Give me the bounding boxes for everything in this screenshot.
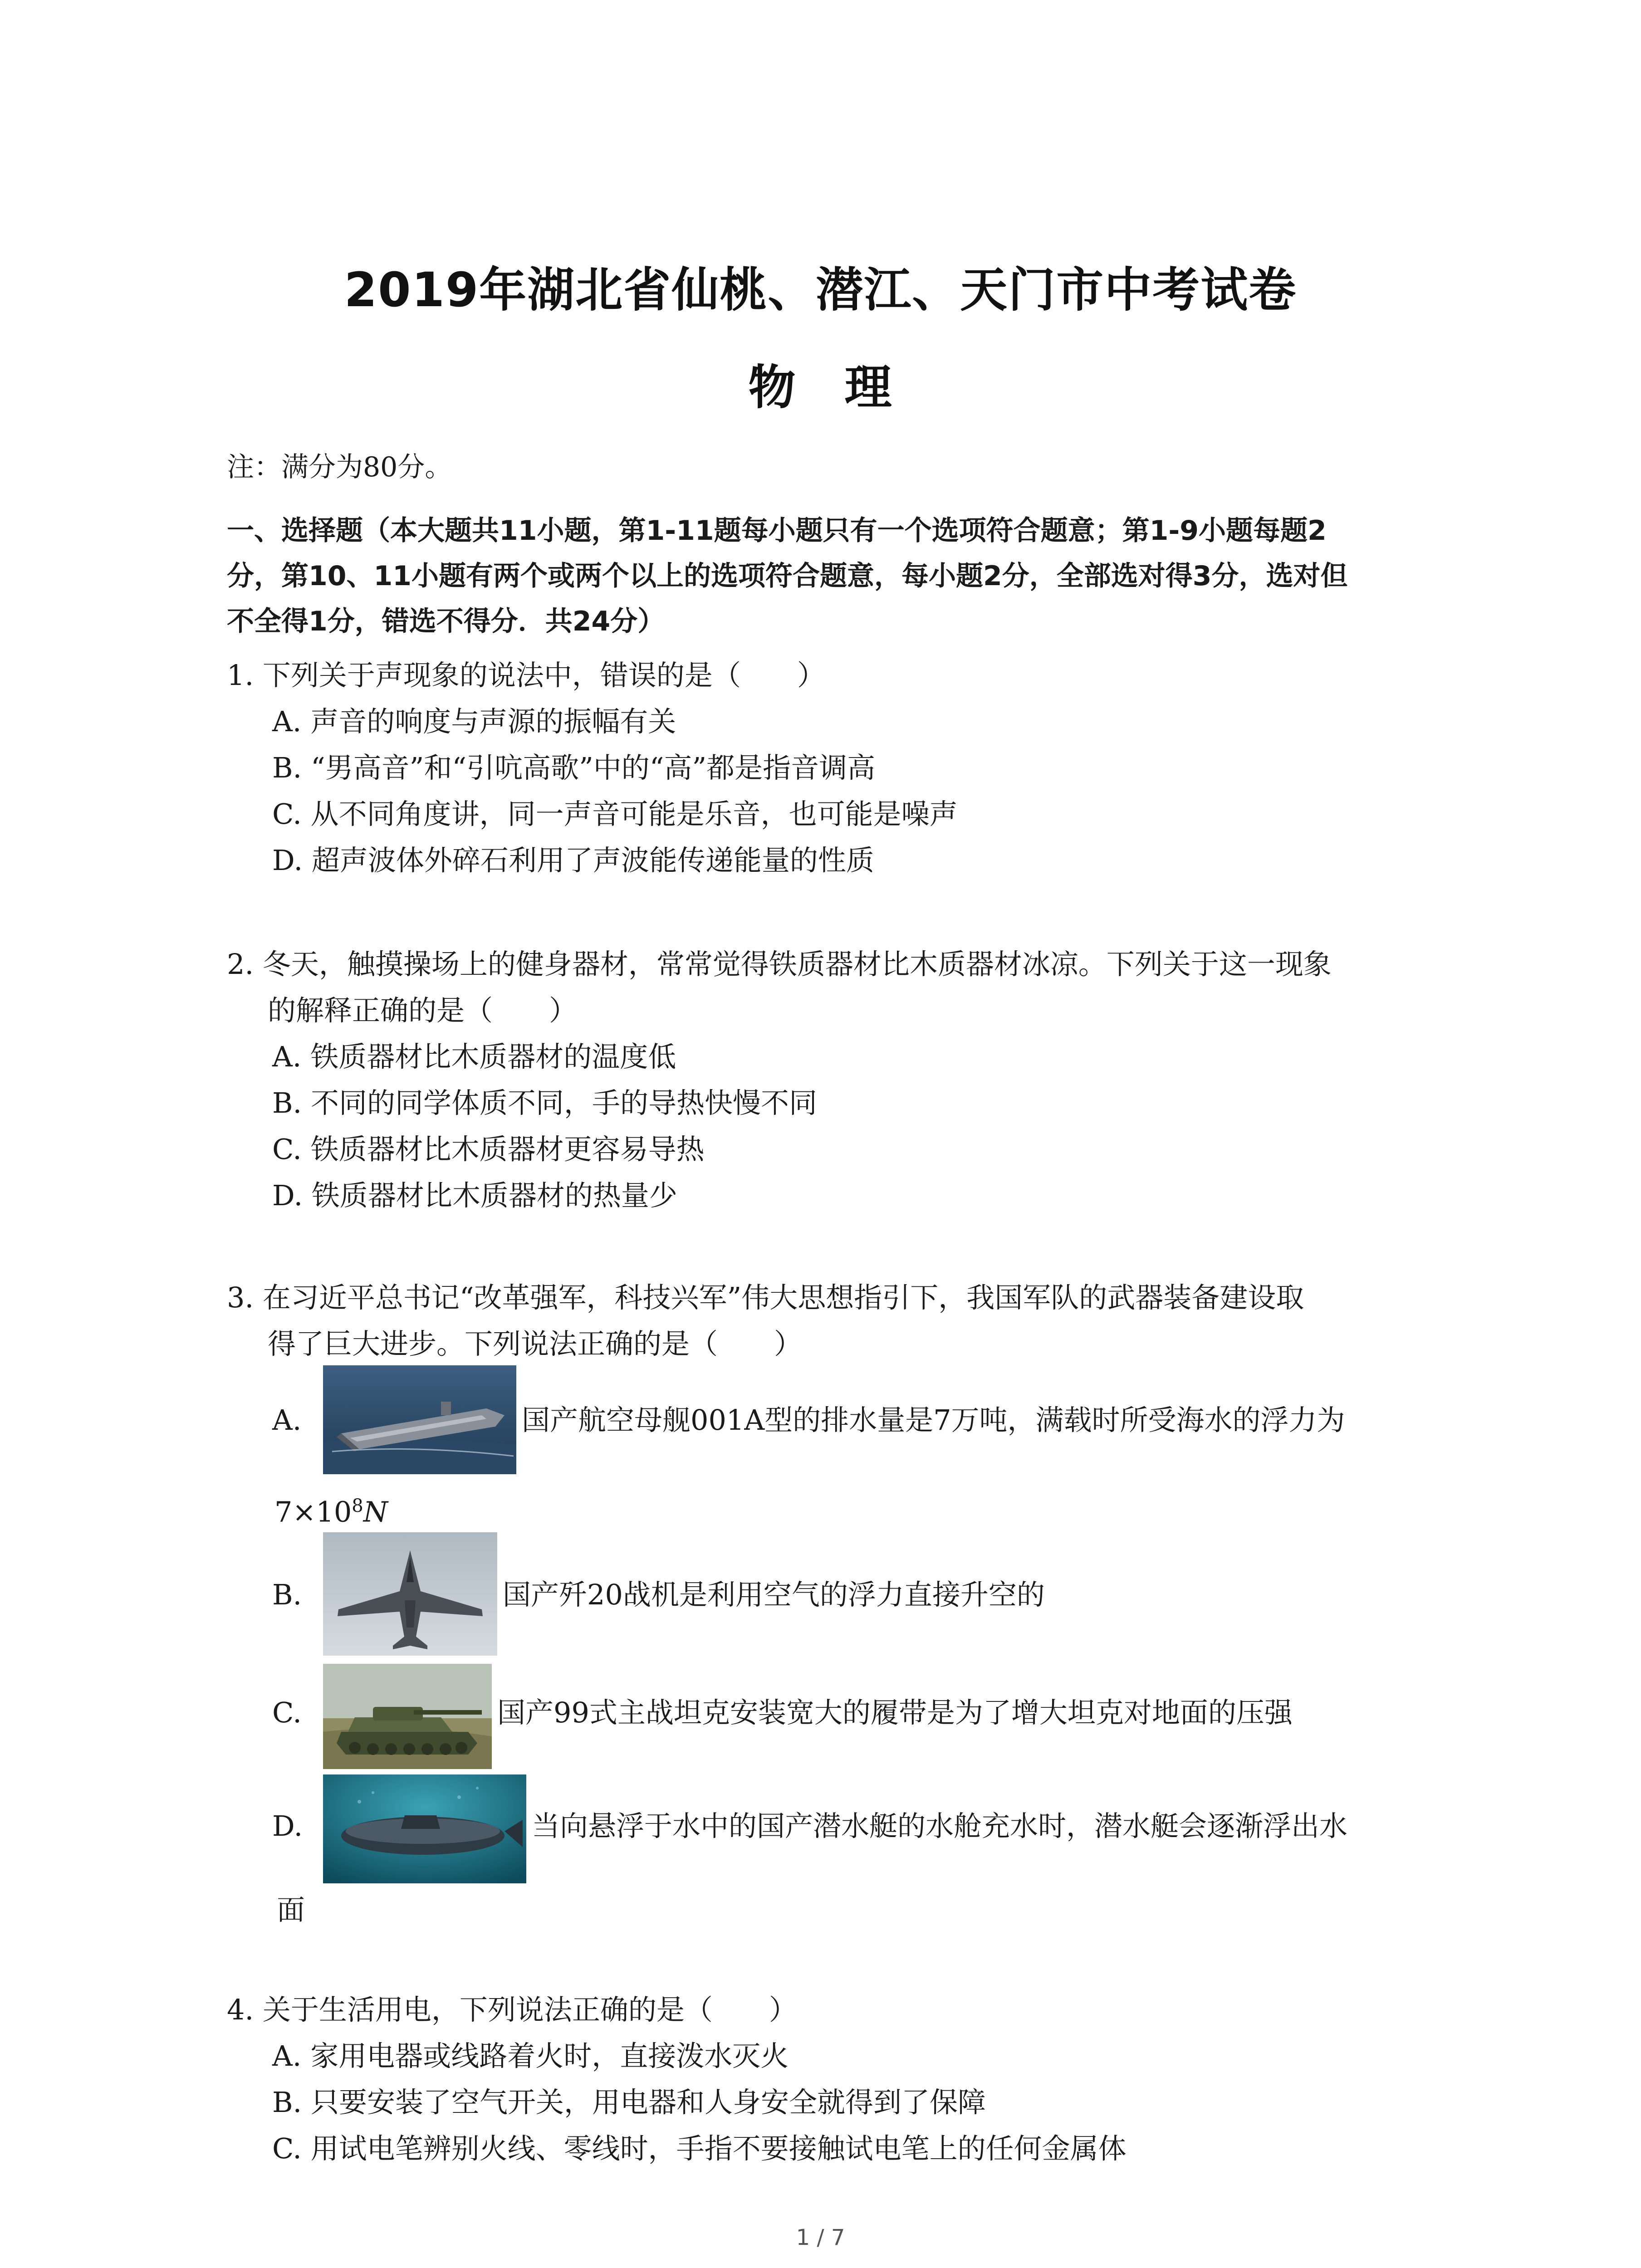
question-3-option-d-letter: D. — [272, 1809, 303, 1843]
section-heading-line-3: 不全得1分，错选不得分．共24分） — [227, 606, 665, 637]
question-3-stem-line-1: 3. 在习近平总书记“改革强军，科技兴军”伟大思想指引下，我国军队的武器装备建设取 — [227, 1281, 1304, 1314]
question-1-stem: 1. 下列关于声现象的说法中，错误的是（ ） — [227, 659, 825, 692]
section-heading-line-1: 一、选择题（本大题共11小题，第1-11题每小题只有一个选项符合题意；第1-9小题每题2 — [227, 515, 1327, 547]
question-2-stem-line-2: 的解释正确的是（ ） — [268, 994, 578, 1027]
question-4-option-c: C. 用试电笔辨别火线、零线时，手指不要接触试电笔上的任何金属体 — [272, 2132, 1127, 2165]
exam-title: 2019年湖北省仙桃、潜江、天门市中考试卷 — [344, 262, 1297, 318]
fighter-jet-image — [323, 1532, 497, 1656]
aircraft-carrier-image — [323, 1365, 516, 1474]
question-2-option-d: D. 铁质器材比木质器材的热量少 — [272, 1179, 677, 1212]
page-number: 1 / 7 — [796, 2225, 845, 2250]
question-1-option-d: D. 超声波体外碎石利用了声波能传递能量的性质 — [272, 844, 874, 877]
submarine-image — [323, 1774, 526, 1883]
question-2-option-a: A. 铁质器材比木质器材的温度低 — [272, 1040, 676, 1073]
question-3-option-a-text: 国产航空母舰001A型的排水量是7万吨，满载时所受海水的浮力为 — [522, 1403, 1345, 1437]
question-3-option-b-text: 国产歼20战机是利用空气的浮力直接升空的 — [503, 1578, 1045, 1611]
question-4-option-a: A. 家用电器或线路着火时，直接泼水灭火 — [272, 2039, 789, 2072]
question-3-option-a-letter: A. — [272, 1403, 302, 1437]
section-heading-line-2: 分，第10、11小题有两个或两个以上的选项符合题意，每小题2分，全部选对得3分，选对但 — [227, 560, 1348, 592]
question-4-stem: 4. 关于生活用电，下列说法正确的是（ ） — [227, 1993, 797, 2026]
question-1-option-b: B. “男高音”和“引吭高歌”中的“高”都是指音调高 — [272, 751, 876, 784]
question-3-stem-line-2: 得了巨大进步。下列说法正确的是（ ） — [268, 1327, 803, 1360]
question-3-option-d-continuation: 面 — [277, 1893, 305, 1926]
question-3-option-c-letter: C. — [272, 1696, 302, 1729]
question-1-option-a: A. 声音的响度与声源的振幅有关 — [272, 705, 676, 738]
question-2-stem-line-1: 2. 冬天，触摸操场上的健身器材，常常觉得铁质器材比木质器材冰凉。下列关于这一现象 — [227, 948, 1332, 981]
question-3-option-c-text: 国产99式主战坦克安装宽大的履带是为了增大坦克对地面的压强 — [497, 1696, 1293, 1729]
question-2-option-c: C. 铁质器材比木质器材更容易导热 — [272, 1133, 705, 1166]
score-note: 注：满分为80分。 — [227, 451, 452, 483]
question-4-option-b: B. 只要安装了空气开关，用电器和人身安全就得到了保障 — [272, 2086, 986, 2119]
tank-image — [323, 1664, 492, 1769]
question-2-option-b: B. 不同的同学体质不同，手的导热快慢不同 — [272, 1086, 817, 1119]
question-3-option-a-continuation: $7\times 10^8N$ — [274, 1495, 388, 1529]
question-1-option-c: C. 从不同角度讲，同一声音可能是乐音，也可能是噪声 — [272, 797, 958, 831]
question-3-option-d-text: 当向悬浮于水中的国产潜水艇的水舱充水时，潜水艇会逐渐浮出水 — [532, 1809, 1348, 1843]
subject-title: 物 理 — [748, 360, 893, 415]
question-3-option-b-letter: B. — [272, 1578, 302, 1611]
